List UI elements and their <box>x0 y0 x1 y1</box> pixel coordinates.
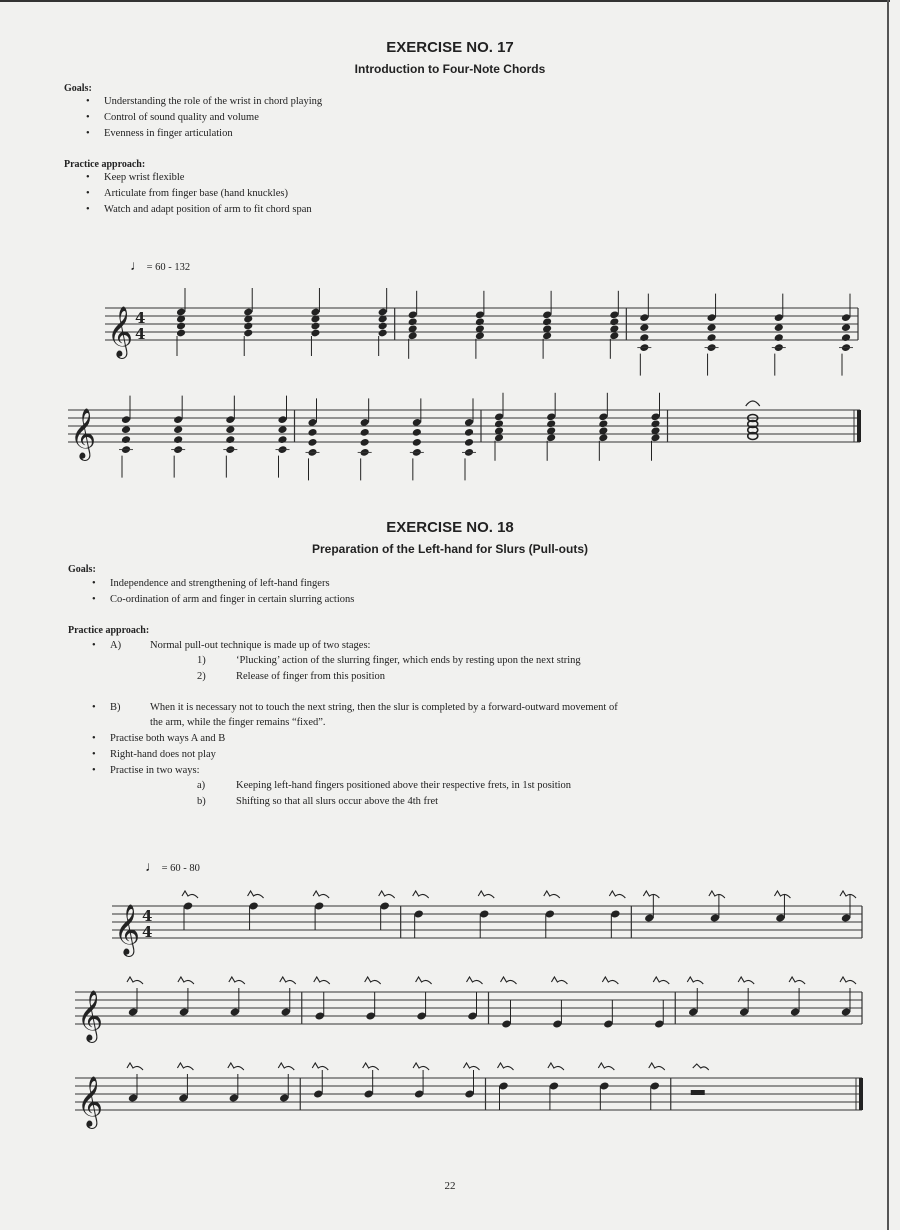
slur-mark-icon <box>598 1063 614 1070</box>
slur-mark-icon <box>413 1063 429 1070</box>
ex17-tempo-marking <box>130 259 190 275</box>
ex18-goals-label: Goals: <box>68 564 96 575</box>
chord-note-head <box>546 419 556 428</box>
chord-note-head <box>176 322 186 331</box>
ex17-tempo-text: = 60 - 132 <box>146 262 191 273</box>
ex18-step-text: Release of finger from this position <box>236 671 386 682</box>
slur-mark-icon <box>738 977 754 984</box>
treble-clef-icon: 𝄞 <box>77 990 104 1041</box>
treble-clef-icon: 𝄞 <box>70 408 97 459</box>
ex17-goal-item: • Evenness in finger articulation <box>104 128 233 139</box>
ex18-way-num: b) <box>197 796 206 807</box>
chord-note-head <box>277 425 287 434</box>
slur-mark-icon <box>709 891 725 898</box>
ex17-practice-item: • Keep wrist flexible <box>104 172 184 183</box>
chord-note-head <box>464 428 474 437</box>
ex18-tempo-text: = 60 - 80 <box>161 863 200 874</box>
slur-mark-icon <box>127 1063 143 1070</box>
chord-note-head <box>378 322 388 331</box>
chord-note-head <box>707 323 717 332</box>
slur-mark-icon <box>229 977 245 984</box>
slur-mark-icon <box>278 1063 294 1070</box>
chord-note-head <box>225 425 235 434</box>
slur-mark-icon <box>127 977 143 984</box>
ex18-step-text: ‘Plucking’ action of the slurring finger, which ends by resting upon the next string <box>236 655 581 666</box>
exercise-18-title: EXERCISE NO. 18 <box>386 519 514 536</box>
chord-note-head <box>225 435 235 444</box>
slur-mark-icon <box>413 891 429 898</box>
slur-mark-icon <box>467 977 483 984</box>
chord-note-head <box>542 317 552 326</box>
chord-note-head <box>598 419 608 428</box>
ex17-practice-item: • Watch and adapt position of arm to fit chord span <box>104 204 312 215</box>
ex17-practice-item: • Articulate from finger base (hand knuckles) <box>104 188 288 199</box>
ex18-practice-label: Practice approach: <box>68 625 150 636</box>
slur-mark-icon <box>693 1064 709 1070</box>
ex18-goal-item: • Co-ordination of arm and finger in certain slurring actions <box>110 594 354 605</box>
slur-mark-icon <box>365 977 381 984</box>
chord-note-head <box>841 333 851 342</box>
chord-note-head <box>841 323 851 332</box>
ex17-goals-label: Goals: <box>64 83 92 94</box>
quarter-note-icon: ♩ <box>130 259 144 274</box>
slur-mark-icon <box>248 891 264 898</box>
chord-note-head <box>412 438 422 447</box>
slur-mark-icon <box>687 977 703 984</box>
chord-note-head <box>121 435 131 444</box>
ex17-goal-item: • Understanding the role of the wrist in chord playing <box>104 96 322 107</box>
chord-note-head <box>173 435 183 444</box>
slur-mark-icon <box>416 977 432 984</box>
chord-note-head <box>310 322 320 331</box>
ex18-staff-system-2 <box>0 970 900 1050</box>
chord-note-head <box>277 435 287 444</box>
slur-mark-icon <box>774 891 790 898</box>
treble-clef-icon: 𝄞 <box>77 1076 104 1127</box>
chord-note-head <box>639 323 649 332</box>
chord-note-head <box>774 323 784 332</box>
ex18-staff-system-3 <box>0 1058 900 1128</box>
slur-mark-icon <box>312 1063 328 1070</box>
ex18-way-text: Keeping left-hand fingers positioned above their respective frets, in 1st position <box>236 780 572 791</box>
ex18-practice-item: • Practise both ways A and B <box>110 733 225 744</box>
chord-note-head <box>475 317 485 326</box>
exercise-17-subtitle: Introduction to Four-Note Chords <box>354 62 546 76</box>
fermata-icon <box>746 401 760 406</box>
chord-note-head <box>121 425 131 434</box>
slur-mark-icon <box>544 891 560 898</box>
ex18-step-num: 2) <box>197 671 206 682</box>
slur-mark-icon <box>314 977 330 984</box>
slur-mark-icon <box>548 1063 564 1070</box>
chord-note-head <box>408 317 418 326</box>
chord-note-head <box>360 438 370 447</box>
slur-mark-icon <box>464 1063 480 1070</box>
slur-mark-icon <box>177 1063 193 1070</box>
chord-note-head <box>494 419 504 428</box>
slur-mark-icon <box>363 1063 379 1070</box>
slur-mark-icon <box>228 1063 244 1070</box>
ex18-step-num: 1) <box>197 655 206 666</box>
slur-mark-icon <box>840 977 856 984</box>
chord-note-head <box>307 428 317 437</box>
slur-mark-icon <box>498 1063 514 1070</box>
ex17-staff-system-2 <box>0 392 900 492</box>
time-signature-bottom: 4 <box>135 325 146 343</box>
ex18-practice-a-marker: • A) <box>110 640 121 651</box>
chord-note-head <box>609 317 619 326</box>
chord-note-head <box>307 438 317 447</box>
ex18-way-text: Shifting so that all slurs occur above the 4th fret <box>236 796 439 807</box>
slur-mark-icon <box>501 977 517 984</box>
treble-clef-icon: 𝄞 <box>107 306 134 357</box>
ex18-tempo-marking <box>145 860 200 876</box>
chord-note-head <box>774 333 784 342</box>
top-border-line <box>0 0 890 2</box>
ex18-practice-a-text: Normal pull-out technique is made up of two stages: <box>150 640 371 651</box>
slur-mark-icon <box>379 891 395 898</box>
chord-note-head <box>360 428 370 437</box>
whole-rest-icon <box>691 1090 705 1095</box>
time-signature-top: 4 <box>135 309 146 327</box>
slur-mark-icon <box>840 891 856 898</box>
slur-mark-icon <box>551 977 567 984</box>
slur-mark-icon <box>313 891 329 898</box>
chord-note-head <box>464 438 474 447</box>
final-barline-thick <box>857 410 861 442</box>
quarter-note-icon: ♩ <box>145 860 159 875</box>
slur-mark-icon <box>182 891 198 898</box>
slur-mark-icon <box>609 891 625 898</box>
time-signature-top: 4 <box>142 907 153 925</box>
chord-note-head <box>639 333 649 342</box>
exercise-17-title: EXERCISE NO. 17 <box>386 39 514 56</box>
ex18-practice-item: • Practise in two ways: <box>110 765 200 776</box>
chord-note-head <box>412 428 422 437</box>
exercise-18-subtitle: Preparation of the Left-hand for Slurs (Pull-outs) <box>312 542 588 556</box>
ex18-practice-b-text: When it is necessary not to touch the next string, then the slur is completed by a forward-outward movement of <box>150 702 618 713</box>
ex18-practice-b-marker: • B) <box>110 702 121 713</box>
chord-note-head <box>650 419 660 428</box>
ex18-practice-b-text: the arm, while the finger remains “fixed”. <box>150 717 326 728</box>
chord-note-head <box>173 425 183 434</box>
chord-note-head <box>243 322 253 331</box>
slur-mark-icon <box>602 977 618 984</box>
slur-mark-icon <box>643 891 659 898</box>
ex17-staff-system-1 <box>0 290 900 380</box>
slur-mark-icon <box>653 977 669 984</box>
slur-mark-icon <box>478 891 494 898</box>
slur-mark-icon <box>649 1063 665 1070</box>
slur-mark-icon <box>789 977 805 984</box>
slur-mark-icon <box>280 977 296 984</box>
ex18-staff-system-1 <box>0 880 900 955</box>
treble-clef-icon: 𝄞 <box>114 904 141 955</box>
chord-note-head <box>707 333 717 342</box>
slur-mark-icon <box>178 977 194 984</box>
time-signature-bottom: 4 <box>142 923 153 941</box>
ex18-practice-item: • Right-hand does not play <box>110 749 216 760</box>
final-barline-thick <box>859 1078 863 1110</box>
page-number: 22 <box>444 1180 456 1192</box>
ex18-goal-item: • Independence and strengthening of left-hand fingers <box>110 578 330 589</box>
ex18-way-num: a) <box>197 780 206 791</box>
ex17-goal-item: • Control of sound quality and volume <box>104 112 259 123</box>
ex17-practice-label: Practice approach: <box>64 159 146 170</box>
